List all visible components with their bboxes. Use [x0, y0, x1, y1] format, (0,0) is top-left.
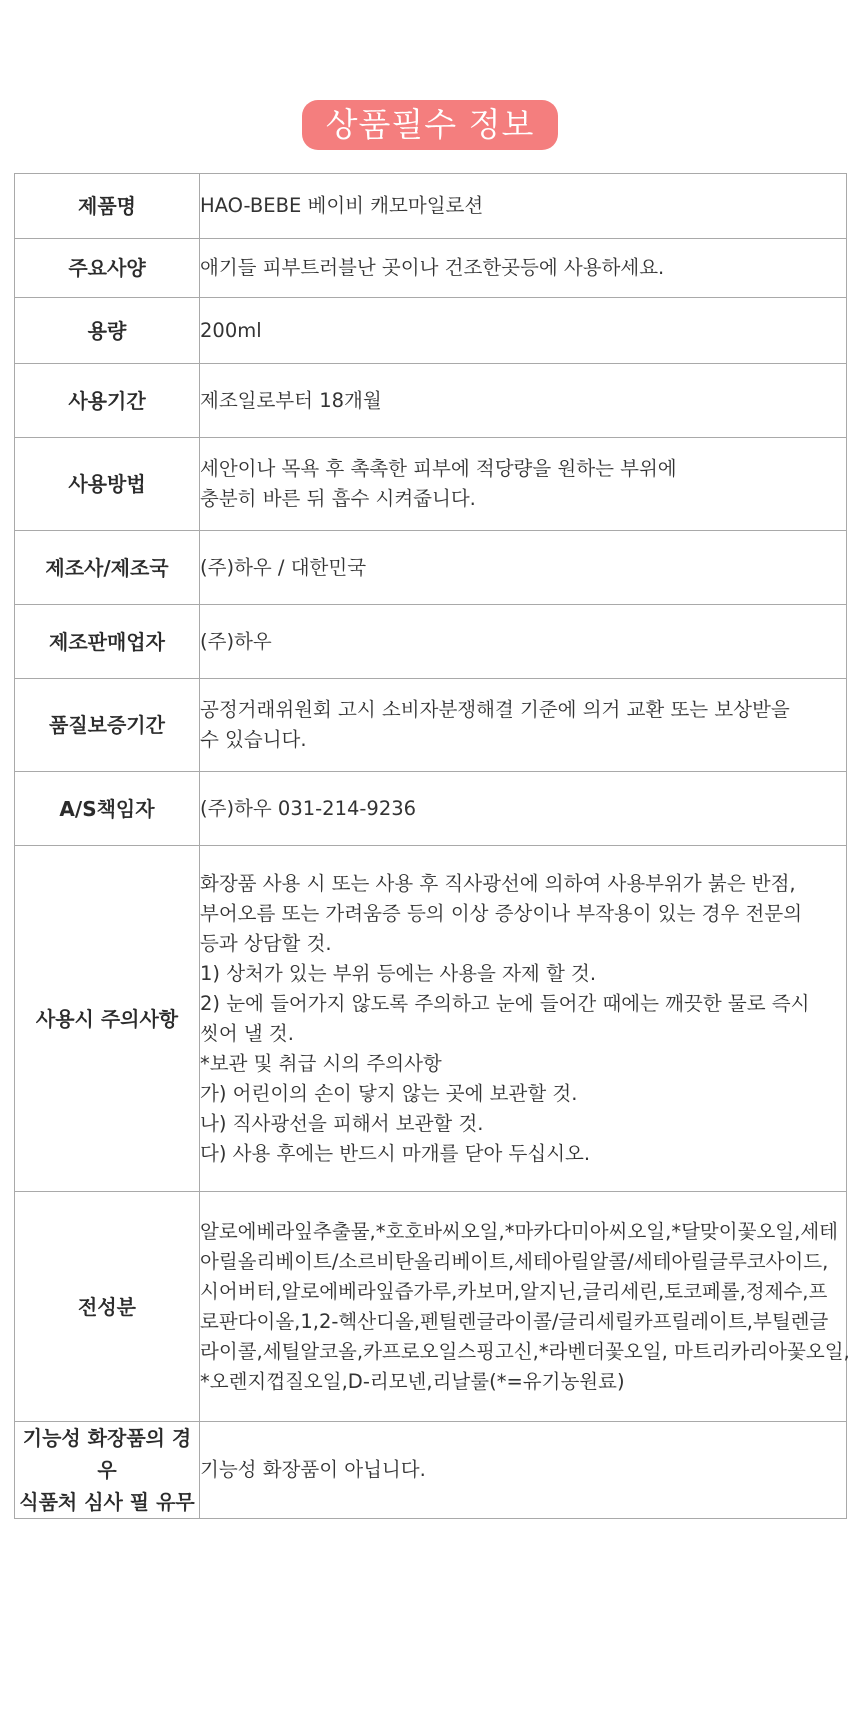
table-row — [15, 1422, 847, 1519]
row-label: 제조판매업자 — [15, 605, 200, 679]
row-value: HAO-BEBE 베이비 캐모마일로션 — [200, 174, 847, 239]
row-value — [200, 438, 847, 531]
label-line: 식품처 심사 필 유무 — [19, 1490, 195, 1514]
value-line: 화장품 사용 시 또는 사용 후 직사광선에 의하여 사용부위가 붉은 반점, — [200, 871, 796, 895]
table-row — [15, 605, 847, 679]
value-line: 세안이나 목욕 후 촉촉한 피부에 적당량을 원하는 부위에 — [200, 457, 677, 480]
value-line: 충분히 바른 뒤 흡수 시켜줍니다. — [200, 487, 476, 510]
row-label: 사용기간 — [15, 364, 200, 438]
value-line: 등과 상담할 것. — [200, 931, 332, 955]
value-line: 시어버터,알로에베라잎즙가루,카보머,알지닌,글리세린,토코페롤,정제수,프 — [200, 1279, 828, 1303]
label-line: 기능성 화장품의 경우 — [22, 1426, 192, 1482]
value-line: 씻어 낼 것. — [200, 1021, 294, 1045]
row-label — [15, 1422, 200, 1519]
table-row — [15, 364, 847, 438]
value-line: 나) 직사광선을 피해서 보관할 것. — [200, 1111, 484, 1135]
table-row — [15, 679, 847, 772]
row-value: (주)하우 031-214-9236 — [200, 772, 847, 846]
table-row — [15, 438, 847, 531]
value-line: *보관 및 취급 시의 주의사항 — [200, 1051, 442, 1075]
page-title: 상품필수 정보 — [302, 100, 559, 150]
row-value — [200, 1192, 850, 1422]
table-row — [15, 239, 847, 298]
row-value — [200, 846, 847, 1192]
row-label: 사용방법 — [15, 438, 200, 531]
row-label: 품질보증기간 — [15, 679, 200, 772]
value-line: 로판다이올,1,2-헥산디올,펜틸렌글라이콜/글리세릴카프릴레이트,부틸렌글 — [200, 1309, 829, 1333]
value-line: 공정거래위원회 고시 소비자분쟁해결 기준에 의거 교환 또는 보상받을 — [200, 698, 790, 721]
row-value: 기능성 화장품이 아닙니다. — [200, 1422, 847, 1519]
row-label: A/S책임자 — [15, 772, 200, 846]
value-line: 1) 상처가 있는 부위 등에는 사용을 자제 할 것. — [200, 961, 597, 985]
row-label: 용량 — [15, 298, 200, 364]
table-row — [15, 846, 847, 1192]
value-line: 알로에베라잎추출물,*호호바씨오일,*마카다미아씨오일,*달맞이꽃오일,세테 — [200, 1219, 838, 1243]
product-info-table — [14, 173, 850, 1519]
table-row — [15, 531, 847, 605]
value-line: 2) 눈에 들어가지 않도록 주의하고 눈에 들어간 때에는 깨끗한 물로 즉시 — [200, 991, 810, 1015]
row-value: 제조일로부터 18개월 — [200, 364, 847, 438]
value-line: 라이콜,세틸알코올,카프로오일스핑고신,*라벤더꽃오일, 마트리카리아꽃오일, — [200, 1339, 850, 1363]
table-row — [15, 298, 847, 364]
row-value: 200ml — [200, 298, 847, 364]
row-label: 제품명 — [15, 174, 200, 239]
row-value: (주)하우 — [200, 605, 847, 679]
value-line: 부어오름 또는 가려움증 등의 이상 증상이나 부작용이 있는 경우 전문의 — [200, 901, 803, 925]
row-value: 애기들 피부트러블난 곳이나 건조한곳등에 사용하세요. — [200, 239, 847, 298]
value-line: *오렌지껍질오일,D-리모넨,리날룰(*=유기농원료) — [200, 1369, 625, 1393]
row-value — [200, 679, 847, 772]
row-label: 전성분 — [15, 1192, 200, 1422]
value-line: 아릴올리베이트/소르비탄올리베이트,세테아릴알콜/세테아릴글루코사이드, — [200, 1249, 829, 1273]
value-line: 가) 어린이의 손이 닿지 않는 곳에 보관할 것. — [200, 1081, 578, 1105]
row-label: 사용시 주의사항 — [15, 846, 200, 1192]
table-row — [15, 1192, 847, 1422]
row-label: 주요사양 — [15, 239, 200, 298]
row-label: 제조사/제조국 — [15, 531, 200, 605]
table-row — [15, 174, 847, 239]
table-row — [15, 772, 847, 846]
title-wrap — [0, 100, 860, 150]
value-line: 수 있습니다. — [200, 728, 307, 751]
value-line: 다) 사용 후에는 반드시 마개를 닫아 두십시오. — [200, 1141, 591, 1165]
row-value: (주)하우 / 대한민국 — [200, 531, 847, 605]
